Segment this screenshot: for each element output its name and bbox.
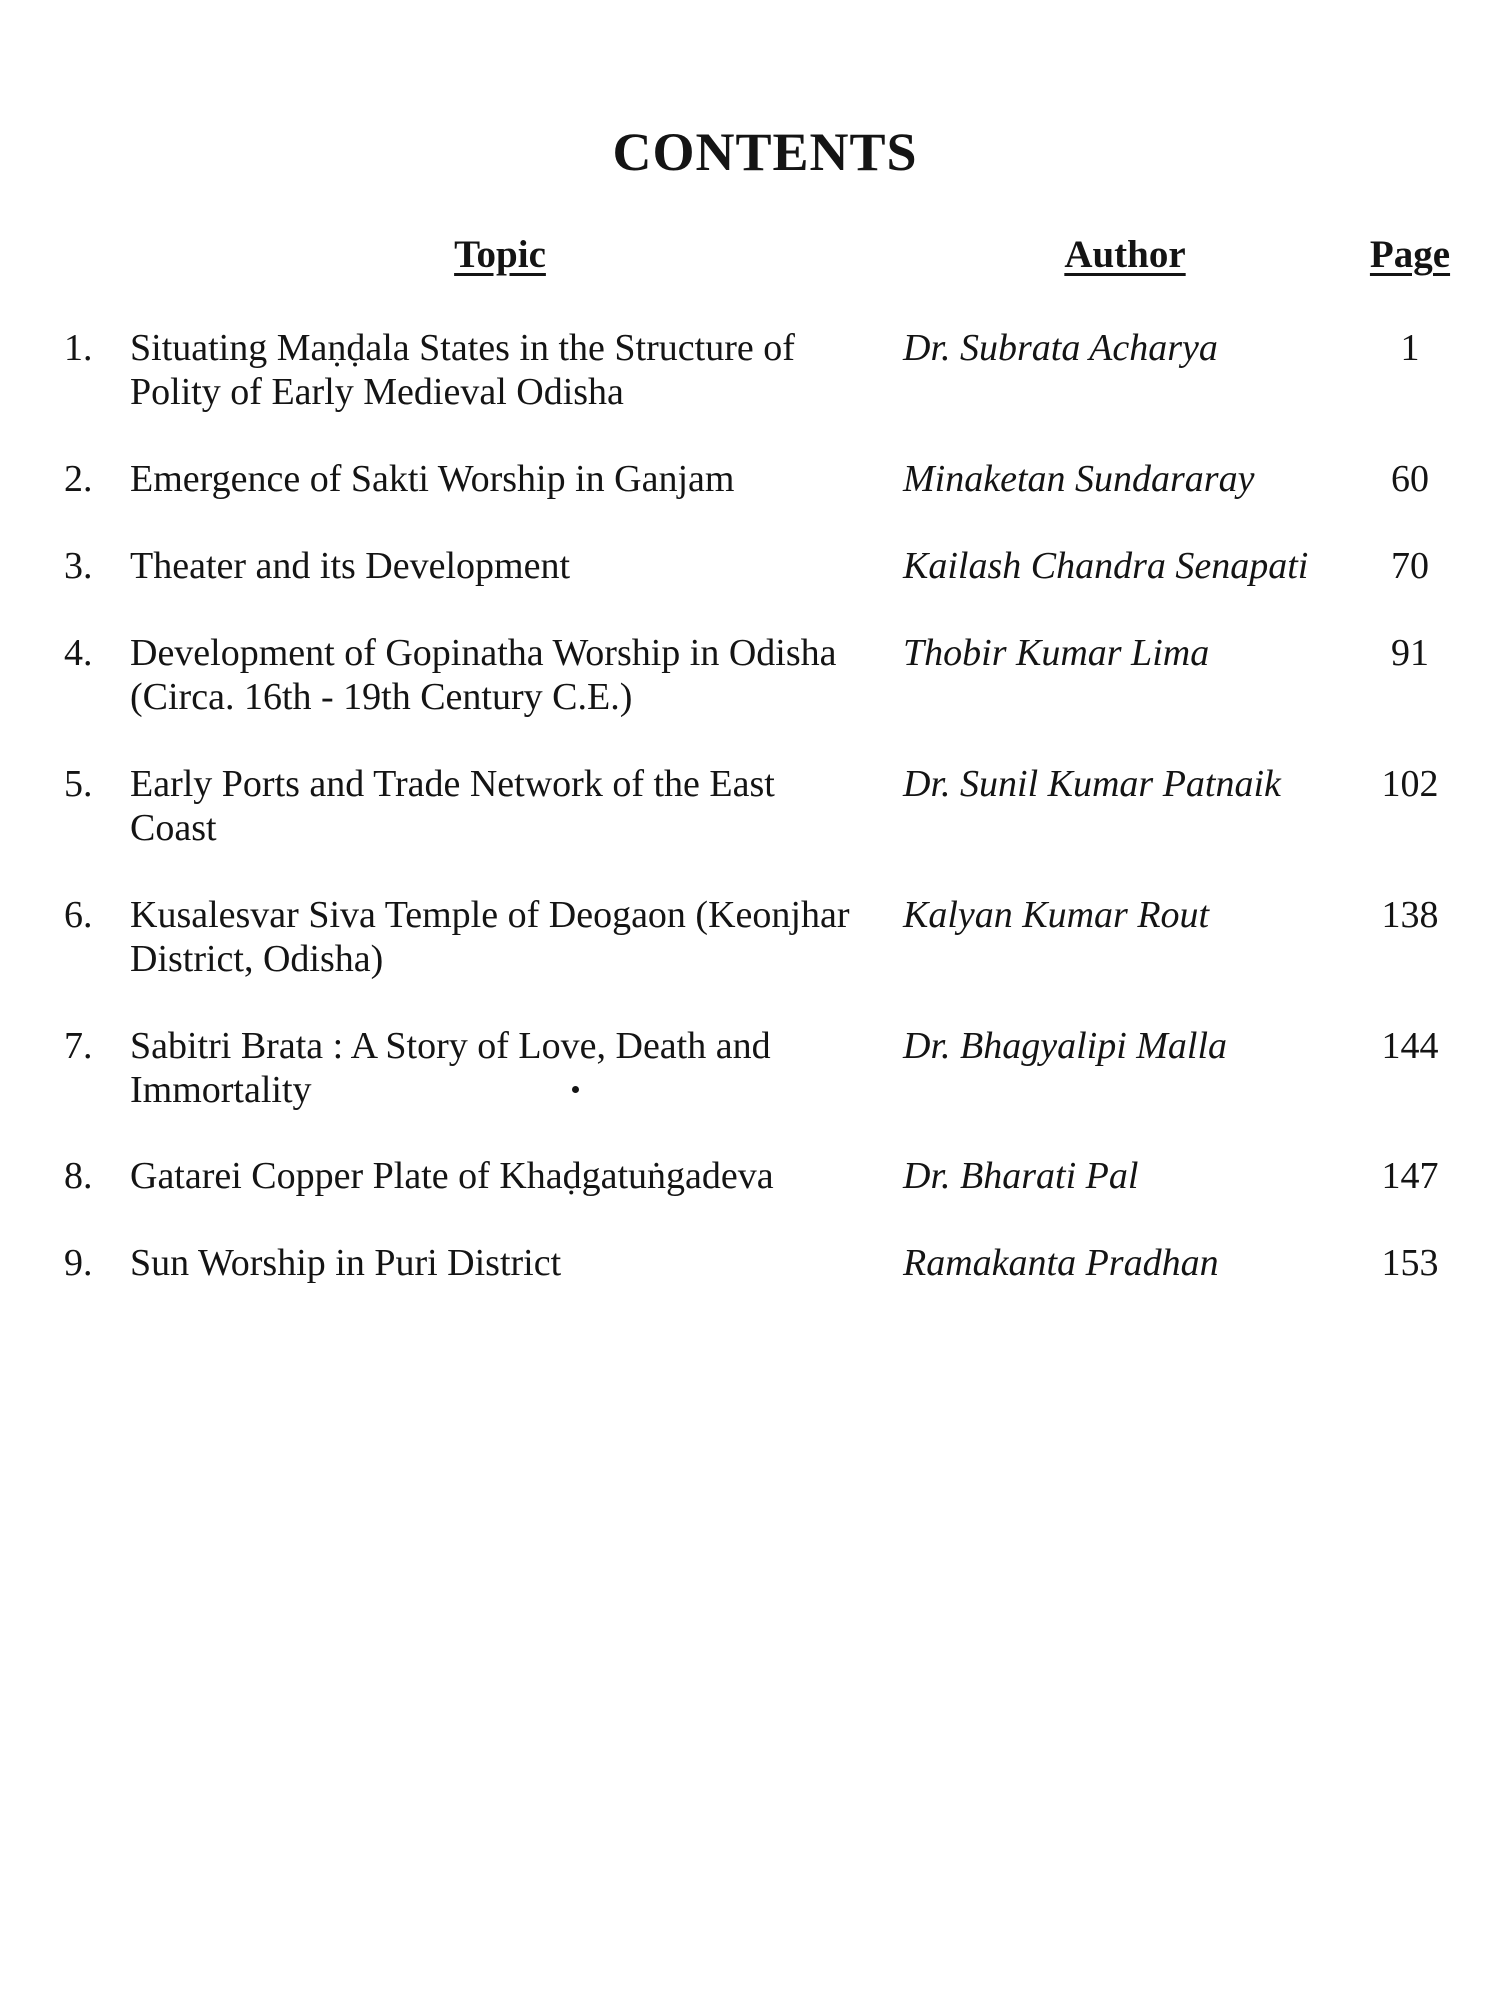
entry-author: Dr. Bhagyalipi Malla (903, 1025, 1228, 1067)
entry-number: 4. (64, 632, 93, 674)
entry-topic: Emergence of Sakti Worship in Ganjam (130, 458, 735, 500)
entry-page: 147 (1381, 1155, 1439, 1197)
entry-author: Minaketan Sundararay (903, 458, 1255, 500)
entry-author: Dr. Bharati Pal (903, 1155, 1139, 1197)
entry-topic: Theater and its Development (130, 545, 571, 587)
entry-author: Thobir Kumar Lima (903, 632, 1210, 674)
entry-page: 153 (1381, 1242, 1439, 1284)
entry-author: Ramakanta Pradhan (903, 1242, 1219, 1284)
entry-number: 1. (64, 327, 93, 369)
entry-number: 5. (64, 763, 93, 805)
entry-author: Dr. Subrata Acharya (903, 327, 1218, 369)
entry-number: 9. (64, 1242, 93, 1284)
entry-topic: Gatarei Copper Plate of Khaḍgatuṅgadeva (130, 1155, 774, 1197)
entry-page: 144 (1381, 1025, 1439, 1067)
entry-topic: Sabitri Brata : A Story of Love, Death and Immortality (130, 1025, 771, 1111)
entry-page: 138 (1381, 894, 1439, 936)
entry-number: 3. (64, 545, 93, 587)
stray-dot-mark (572, 1086, 579, 1093)
entry-topic: Kusalesvar Siva Temple of Deogaon (Keonjhar District, Odisha) (130, 894, 850, 980)
entry-page: 91 (1391, 632, 1429, 674)
page-title: CONTENTS (612, 122, 918, 182)
entry-topic: Situating Maṇḍala States in the Structure of Polity of Early Medieval Odisha (130, 327, 795, 413)
entry-number: 6. (64, 894, 93, 936)
entry-page: 70 (1391, 545, 1429, 587)
column-header-author: Author (1064, 233, 1186, 276)
entry-author: Kalyan Kumar Rout (903, 894, 1210, 936)
column-header-topic: Topic (454, 233, 546, 276)
entry-topic: Development of Gopinatha Worship in Odisha (Circa. 16th - 19th Century C.E.) (130, 632, 837, 718)
entry-number: 7. (64, 1025, 93, 1067)
entry-number: 2. (64, 458, 93, 500)
entry-page: 102 (1381, 763, 1439, 805)
entry-page: 1 (1400, 327, 1420, 369)
entry-page: 60 (1391, 458, 1429, 500)
entry-topic: Sun Worship in Puri District (130, 1242, 562, 1284)
entry-author: Kailash Chandra Senapati (903, 545, 1309, 587)
entry-number: 8. (64, 1155, 93, 1197)
column-header-page: Page (1369, 233, 1451, 276)
entry-topic: Early Ports and Trade Network of the East Coast (130, 763, 775, 849)
entry-author: Dr. Sunil Kumar Patnaik (903, 763, 1281, 805)
